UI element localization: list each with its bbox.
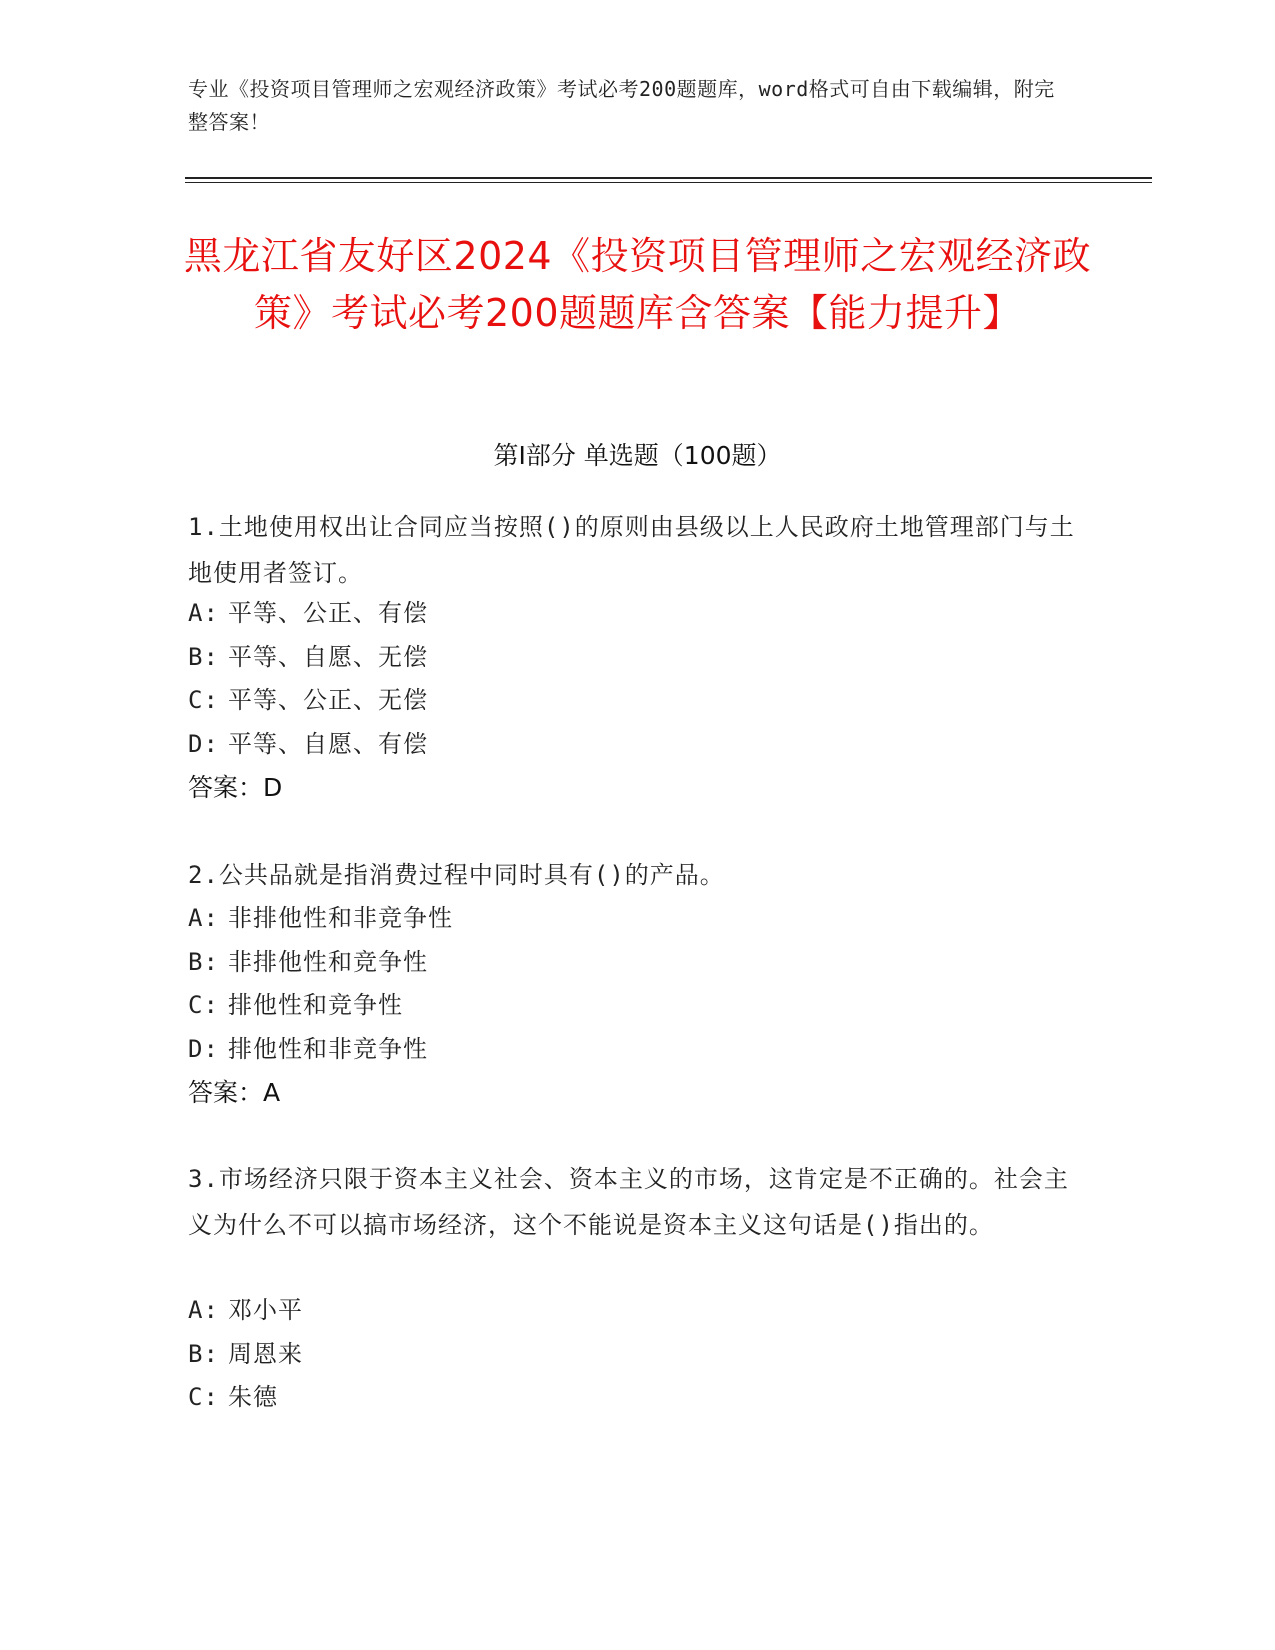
option-letter: B: xyxy=(188,1340,219,1368)
answer-line xyxy=(188,1070,788,1116)
answer-value: D xyxy=(263,773,283,802)
option-letter: D: xyxy=(188,730,219,758)
question-text: 2.公共品就是指消费过程中同时具有()的产品。 xyxy=(188,861,725,889)
question-text: 1.土地使用权出让合同应当按照()的原则由县级以上人民政府土地管理部门与土地使用者签订。 xyxy=(188,513,1075,587)
option-letter: A: xyxy=(188,904,219,932)
option-letter: A: xyxy=(188,1296,219,1324)
option-c xyxy=(188,982,1088,1028)
option-text: 排他性和非竞争性 xyxy=(228,1035,428,1063)
option-c xyxy=(188,1374,1088,1420)
option-text: 平等、公正、有偿 xyxy=(228,599,428,627)
option-letter: C: xyxy=(188,991,219,1019)
option-letter: C: xyxy=(188,1383,219,1411)
header-rule-thin xyxy=(185,182,1152,183)
option-text: 平等、自愿、无偿 xyxy=(228,643,428,671)
answer-label: 答案： xyxy=(188,1078,264,1107)
option-letter: B: xyxy=(188,643,219,671)
option-letter: B: xyxy=(188,948,219,976)
option-text: 平等、公正、无偿 xyxy=(228,686,428,714)
option-text: 周恩来 xyxy=(228,1340,303,1368)
document-title: 黑龙江省友好区2024《投资项目管理师之宏观经济政策》考试必考200题题库含答案【能力提升】 xyxy=(183,234,1092,335)
option-letter: C: xyxy=(188,686,219,714)
option-b xyxy=(188,634,1088,680)
answer-line xyxy=(188,765,788,811)
option-text: 平等、自愿、有偿 xyxy=(228,730,428,758)
option-a xyxy=(188,590,1088,636)
header-note: 专业《投资项目管理师之宏观经济政策》考试必考200题题库，word格式可自由下载编辑，附完整答案！ xyxy=(188,77,1055,134)
option-b xyxy=(188,1331,1088,1377)
option-text: 邓小平 xyxy=(228,1296,303,1324)
option-text: 排他性和竞争性 xyxy=(228,991,403,1019)
question-text: 3.市场经济只限于资本主义社会、资本主义的市场，这肯定是不正确的。社会主义为什么不可以搞市场经济，这个不能说是资本主义这句话是()指出的。 xyxy=(188,1165,1069,1239)
option-letter: A: xyxy=(188,599,219,627)
section-title: 第I部分 单选题（100题） xyxy=(493,441,782,470)
option-a xyxy=(188,1287,1088,1333)
option-c xyxy=(188,677,1088,723)
option-d xyxy=(188,1026,1088,1072)
option-a xyxy=(188,895,1088,941)
option-b xyxy=(188,939,1088,985)
option-text: 非排他性和非竞争性 xyxy=(228,904,453,932)
answer-label: 答案： xyxy=(188,773,264,802)
header-rule xyxy=(185,177,1152,179)
option-text: 非排他性和竞争性 xyxy=(228,948,428,976)
option-d xyxy=(188,721,1088,767)
option-letter: D: xyxy=(188,1035,219,1063)
answer-value: A xyxy=(263,1078,281,1107)
option-text: 朱德 xyxy=(228,1383,278,1411)
